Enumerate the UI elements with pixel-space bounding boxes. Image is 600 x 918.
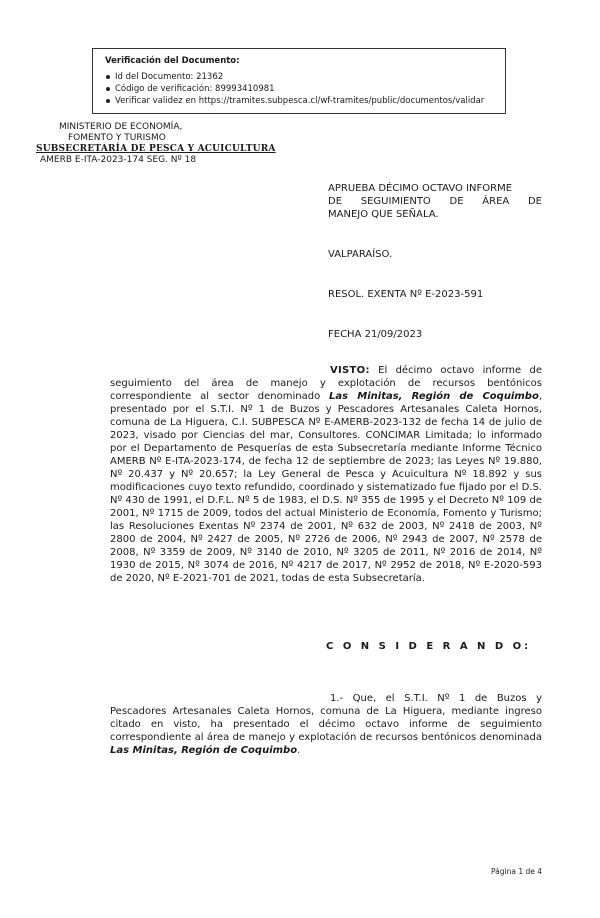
- verification-list: [105, 71, 505, 107]
- resolution-date: FECHA 21/09/2023: [328, 329, 423, 340]
- visto-text-b: , presentado por el S.T.I. Nº 1 de Buzos y Pescadores Artesanales Caleta Hornos, comuna de La Higuera, C.I. SUBPESCA Nº E-AMERB-2023-132 de fecha 14 de julio de 2023, visado por Ciencias del mar, Consultores. CONCIMAR Limitada; lo informado por el Departamento de Pesquerías de esta Subsecretaría mediante Informe Técnico AMERB Nº E-ITA-2023-174, de fecha 12 de septiembre de 2023; las Leyes Nº 19.880, Nº 20.437 y Nº 20.657; la Ley General de Pesca y Acuicultura Nº 18.892 y sus modificaciones cuyo texto refundido, coordinado y sistematizado fue fijado por el D.S. Nº 430 de 1991, el D.F.L. Nº 5 de 1983, el D.S. Nº 355 de 1995 y el Decreto Nº 109 de 2001, Nº 1715 de 2009, todos del actual Ministerio de Economía, Fomento y Turismo; las Resoluciones Exentas Nº 2374 de 2001, Nº 632 de 2003, Nº 2418 de 2003, Nº 2800 de 2004, Nº 2427 de 2005, Nº 2726 de 2006, Nº 2943 de 2007, Nº 2578 de 2008, Nº 3359 de 2009, Nº 3140 de 2010, Nº 3205 de 2011, Nº 2016 de 2014, Nº 1930 de 2015, Nº 3074 de 2016, Nº 4217 de 2017, Nº 2952 de 2018, Nº E-2020-593 de 2020, Nº E-2021-701 de 2021, todas de esta Subsecretaría.: [110, 391, 542, 584]
- considerando-1-text-a: 1.- Que, el S.T.I. Nº 1 de Buzos y Pescadores Artesanales Caleta Hornos, comuna de La Higuera, mediante ingreso citado en visto, ha presentado el décimo octavo informe de seguimiento correspondiente al área de manejo y explotación de recursos bentónicos denominada: [110, 693, 542, 743]
- verification-item-code: Código de verificación: 89993410981: [105, 83, 505, 95]
- considerando-1-area-name: Las Minitas, Región de Coquimbo: [110, 745, 298, 756]
- visto-area-name: Las Minitas, Región de Coquimbo: [329, 391, 539, 402]
- ministry-line1: MINISTERIO DE ECONOMÍA,: [59, 122, 183, 132]
- summary-line2: DE SEGUIMIENTO DE ÁREA DE: [328, 196, 542, 207]
- ministry-line2: FOMENTO Y TURISMO: [68, 133, 166, 143]
- reference-number: AMERB E-ITA-2023-174 SEG. Nº 18: [40, 155, 197, 165]
- verification-box: [92, 48, 506, 114]
- verification-item-url[interactable]: Verificar validez en https://tramites.subpesca.cl/wf-tramites/public/documentos/validar: [105, 95, 505, 107]
- considerando-1-paragraph: [110, 692, 542, 757]
- city: VALPARAÍSO.: [328, 249, 393, 260]
- verification-item-id: Id del Documento: 21362: [105, 71, 505, 83]
- letterhead: [36, 122, 286, 166]
- subsecretaria-title: SUBSECRETARÍA DE PESCA Y ACUICULTURA: [36, 144, 276, 154]
- visto-paragraph: [110, 364, 542, 585]
- verification-title: Verificación del Documento:: [105, 56, 240, 66]
- page-number: Página 1 de 4: [490, 867, 542, 876]
- considerando-1-text-b: .: [297, 745, 301, 756]
- summary-line3: MANEJO QUE SEÑALA.: [328, 209, 439, 220]
- resolution-number: RESOL. EXENTA Nº E-2023-591: [328, 289, 484, 300]
- summary-line1: APRUEBA DÉCIMO OCTAVO INFORME: [328, 183, 513, 194]
- visto-lead: VISTO:: [330, 365, 370, 376]
- visto-text-a: El décimo octavo informe de seguimiento del área de manejo y explotación de recursos bentónicos correspondiente al sector denominado: [110, 365, 542, 402]
- considerando-heading: C O N S I D E R A N D O:: [326, 641, 532, 652]
- resolution-summary: [328, 182, 542, 221]
